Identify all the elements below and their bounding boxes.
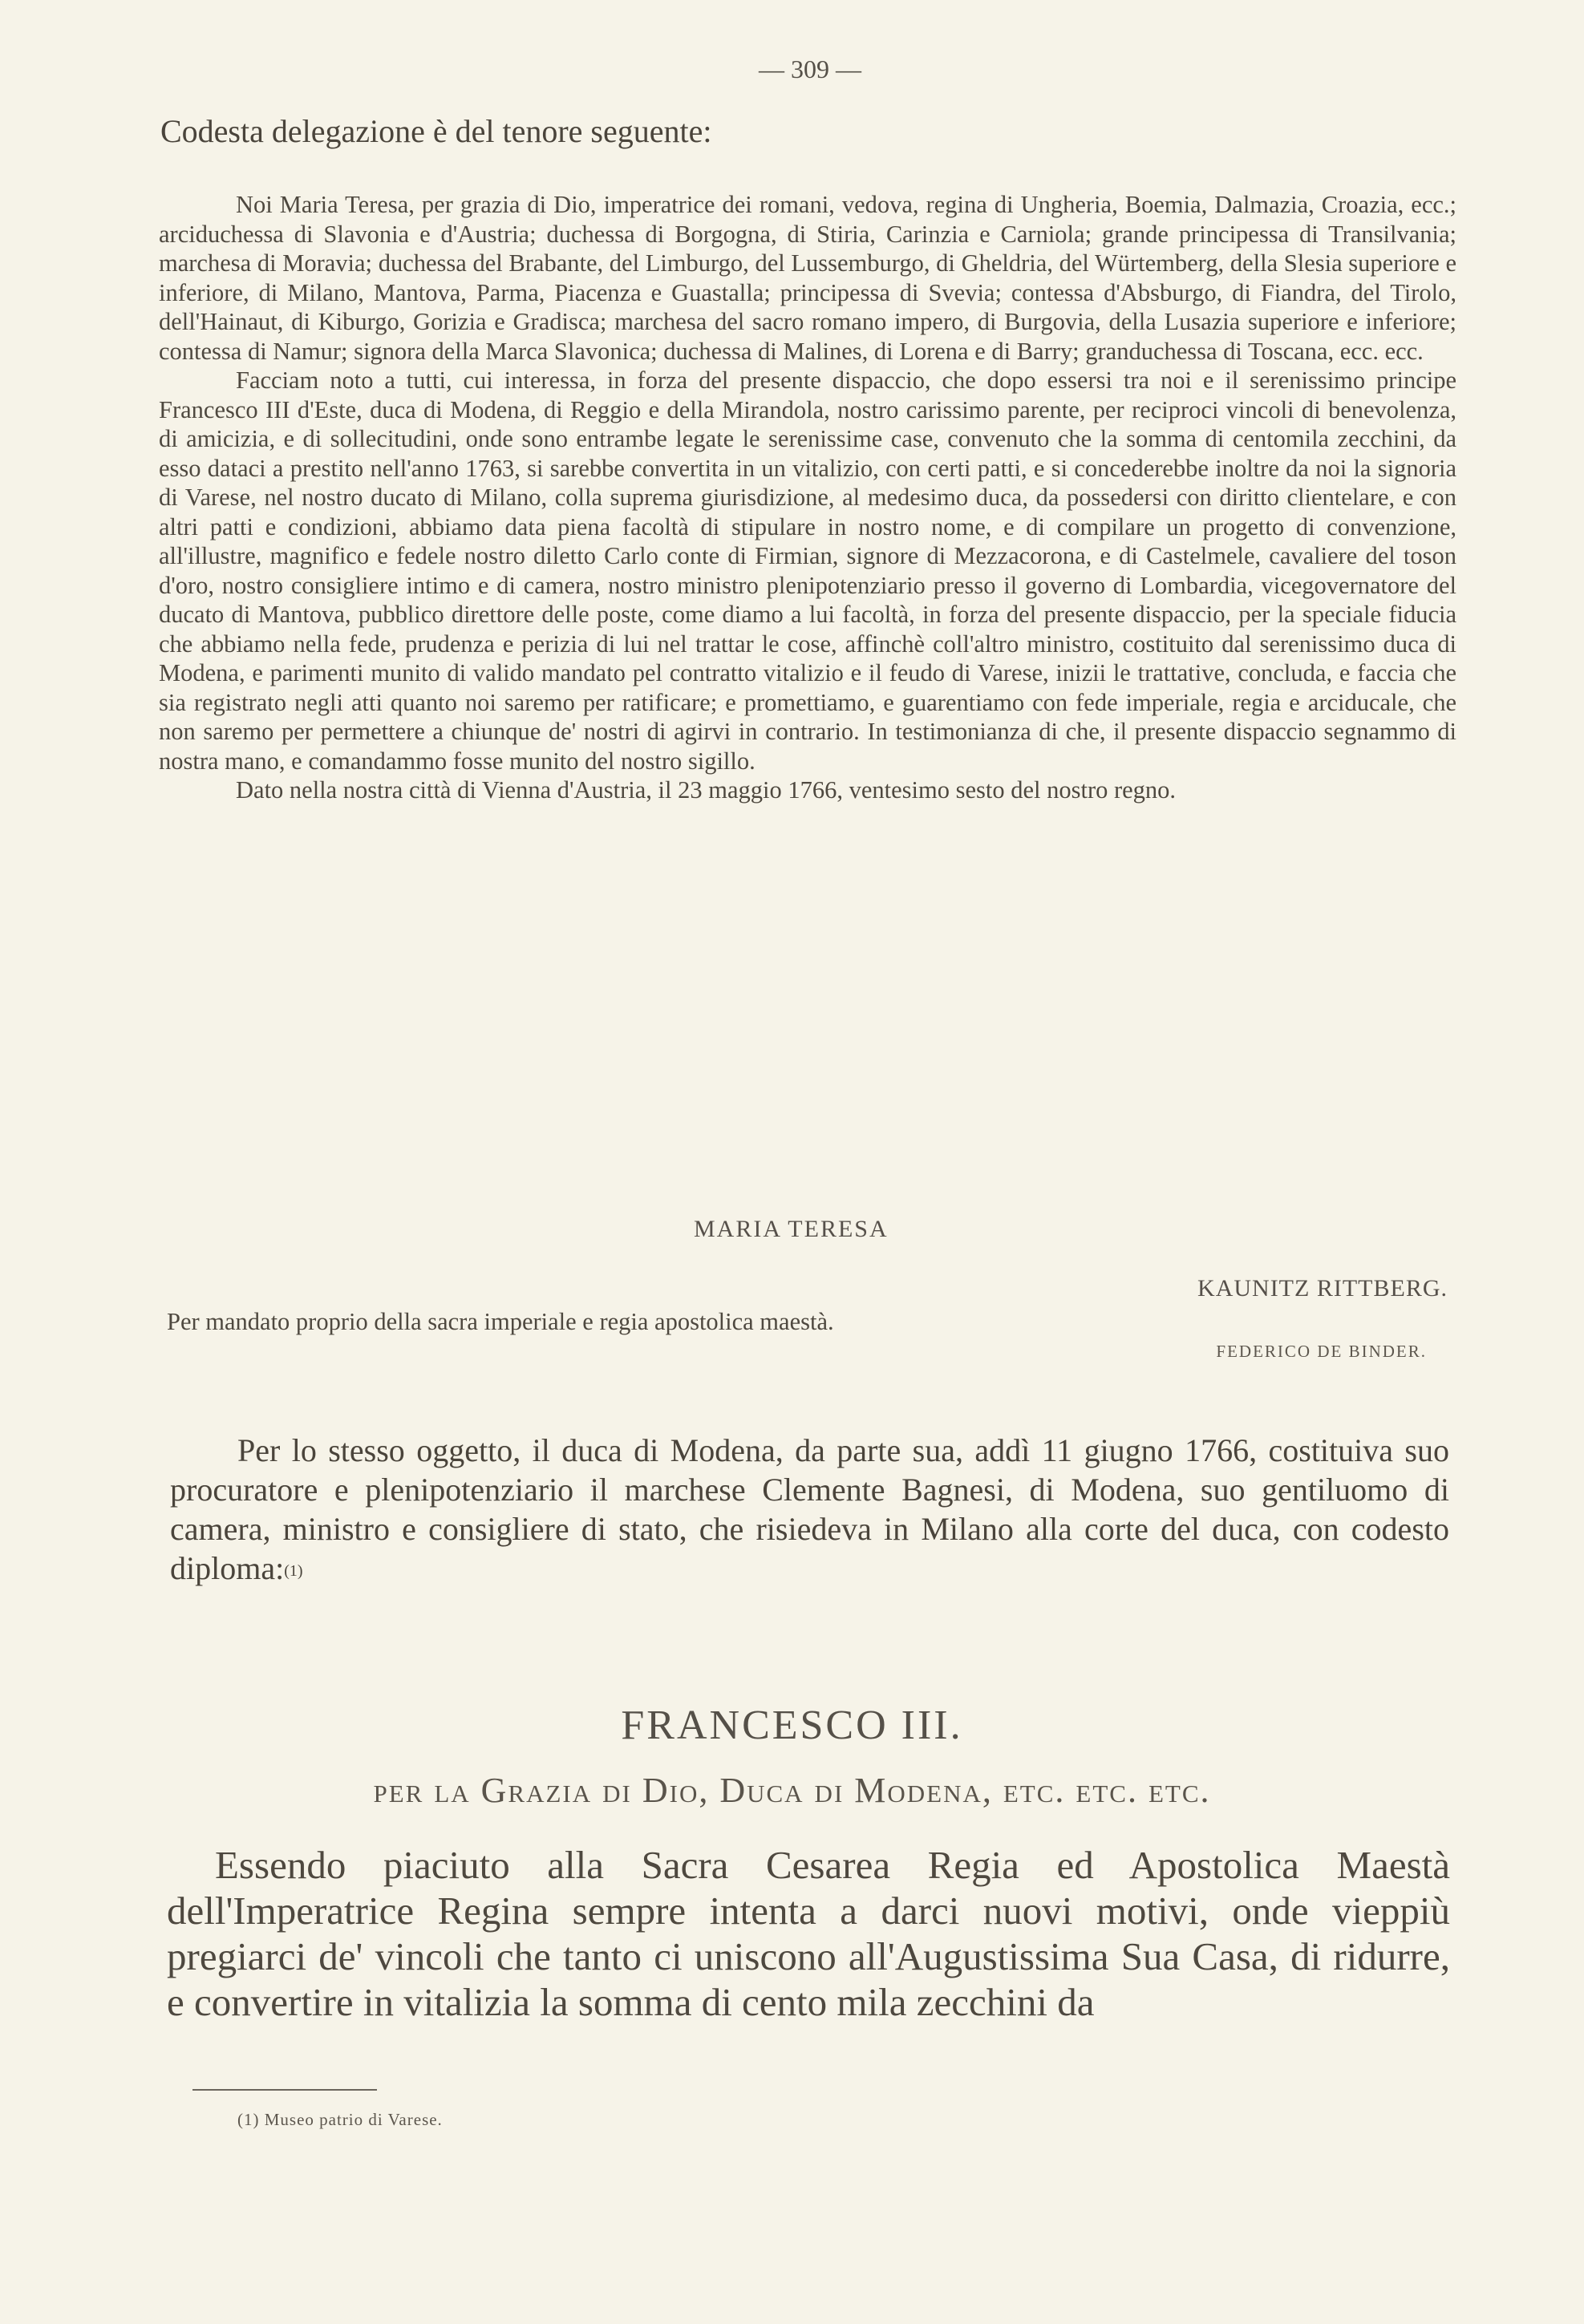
signature-maria-teresa: MARIA TERESA bbox=[694, 1216, 889, 1242]
decree-paragraph-titles: Noi Maria Teresa, per grazia di Dio, imperatrice dei romani, vedova, regina di Ungheria, Boemia, Dalmazia, Croazia, ecc.; arciduchessa di Slavonia e d'Austria; duchessa di Borgogna, di Stiria, Carinzia e Carniola; grande principessa di Transilvania; marchesa di Moravia; duchessa del Brabante, del Limburgo, del Lussemburgo, di Gheldria, del Würtemberg, della Slesia superiore e inferiore, di Milano, Mantova, Parma, Piacenza e Guastalla; principessa di Svevia; contessa d'Absburgo, di Fiandra, del Tirolo, dell'Hainaut, di Kiburgo, Gorizia e Gradisca; marchesa del sacro romano impero, di Burgovia, della Lusazia superiore e inferiore; contessa di Namur; signora della Marca Slavonica; duchessa di Malines, di Lorena e di Barry; granduchessa di Toscana, ecc. ecc. bbox=[159, 191, 1456, 365]
footnote-divider bbox=[192, 2089, 377, 2091]
footnote: (1) Museo patrio di Varese. bbox=[237, 2110, 443, 2129]
narrative-text: Per lo stesso oggetto, il duca di Modena, da parte sua, addì 11 giugno 1766, costituiva suo procuratore e plenipotenziario il marchese Clemente Bagnesi, di Modena, suo gentiluomo di camera, ministro e consigliere di stato, che risiedeva in Milano alla corte del duca, con codesto diploma: bbox=[170, 1432, 1449, 1586]
decree-text bbox=[159, 190, 1456, 805]
decree-paragraph-date: Dato nella nostra città di Vienna d'Austria, il 23 maggio 1766, ventesimo sesto del nostro regno. bbox=[236, 776, 1177, 804]
narrative-paragraph bbox=[170, 1431, 1449, 1588]
diploma-subheading bbox=[0, 1770, 1584, 1811]
signature-binder: FEDERICO DE BINDER. bbox=[1216, 1342, 1427, 1361]
page-number: — 309 — bbox=[759, 55, 861, 83]
diploma-heading: FRANCESCO III. bbox=[621, 1703, 963, 1748]
diploma-subheading-text: per la Grazia di Dio, Duca di Modena, etc. etc. etc. bbox=[373, 1771, 1211, 1810]
intro-line: Codesta delegazione è del tenore seguente: bbox=[160, 113, 712, 149]
mandate-line: Per mandato proprio della sacra imperiale e regia apostolica maestà. bbox=[167, 1308, 834, 1335]
diploma-paragraph: Essendo piaciuto alla Sacra Cesarea Regia ed Apostolica Maestà dell'Imperatrice Regina sempre intenta a darci nuovi motivi, onde vieppiù pregiarci de' vincoli che tanto ci uniscono all'Augustissima Sua Casa, di ridurre, e convertire in vitalizia la somma di cento mila zecchini da bbox=[167, 1843, 1450, 2024]
decree-paragraph-body: Facciam noto a tutti, cui interessa, in forza del presente dispaccio, che dopo essersi tra noi e il serenissimo principe Francesco III d'Este, duca di Modena, di Reggio e della Mirandola, nostro carissimo parente, per reciproci vincoli di benevolenza, di amicizia, e di sollecitudini, onde sono entrambe legate le serenissime case, convenuto che la somma di centomila zecchini, da esso dataci a prestito nell'anno 1763, si sarebbe convertita in un vitalizio, con certi patti, e si concederebbe inoltre da noi la signoria di Varese, nel nostro ducato di Milano, colla suprema giurisdizione, al medesimo duca, da possedersi con diritto clientelare, e con altri patti e condizioni, abbiamo data piena facoltà di stipulare in nostro nome, e di compilare un progetto di convenzione, all'illustre, magnifico e fedele nostro diletto Carlo conte di Firmian, signore di Mezzacorona, e di Castelmele, cavaliere del toson d'oro, nostro consigliere intimo e di camera, nostro ministro plenipotenziario presso il governo di Lombardia, vicegovernatore del ducato di Mantova, pubblico direttore delle poste, come diamo a lui facoltà, in forza del presente dispaccio, per la speciale fiducia che abbiamo nella fede, prudenza e perizia di lui nel trattar le cose, affinchè coll'altro ministro, costituito dal serenissimo duca di Modena, e parimenti munito di valido mandato pel contratto vitalizio e il feudo di Varese, inizii le trattative, concluda, e faccia che sia registrato negli atti quanto noi saremo per ratificare; e promettiamo, e guarentiamo con fede imperiale, regia e arciducale, che non saremo per permettere a chiunque de' nostri di agirvi in contrario. In testimonianza di che, il presente dispaccio segnammo di nostra mano, e comandammo fosse munito del nostro sigillo. bbox=[159, 366, 1456, 775]
signature-kaunitz: KAUNITZ RITTBERG. bbox=[1197, 1275, 1448, 1302]
diploma-text bbox=[167, 1842, 1450, 2025]
footnote-reference: (1) bbox=[284, 1562, 303, 1580]
